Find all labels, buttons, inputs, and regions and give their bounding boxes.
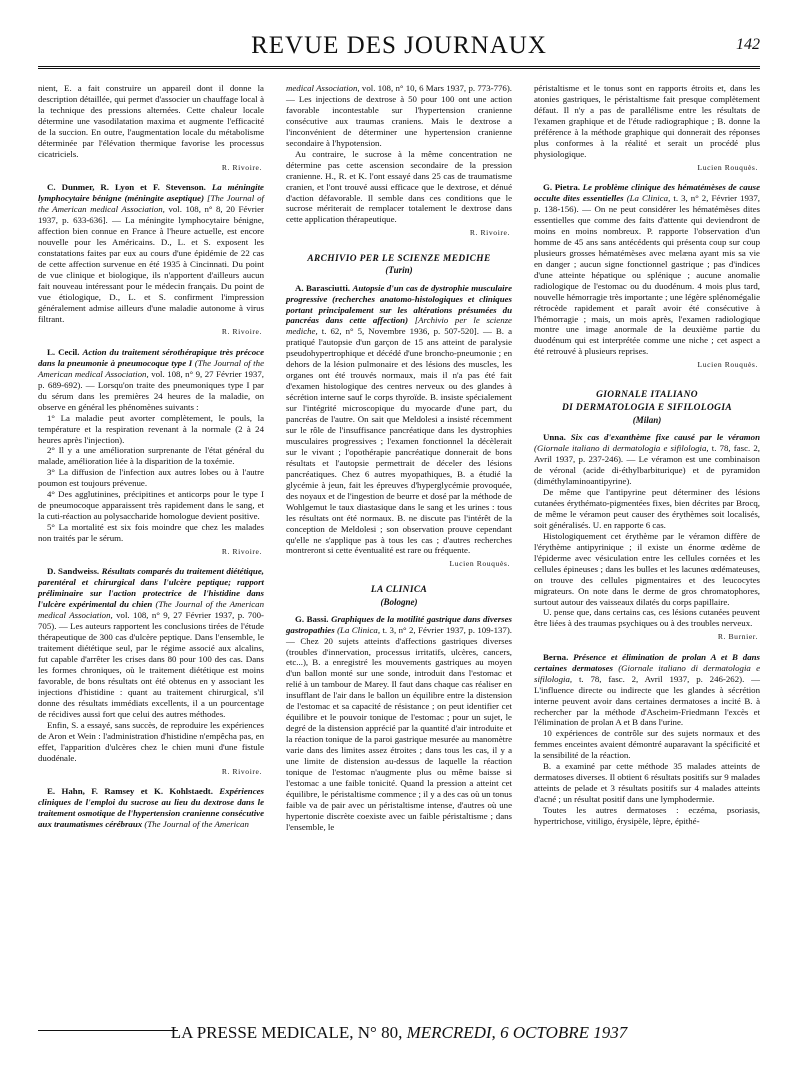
article-paragraph: U. pense que, dans certains cas, ces lésions cutanées peuvent être liées à des traumas psychiques ou à des troubles nerveux. (534, 607, 760, 629)
article-paragraph: 10 expériences de contrôle sur des sujets normaux et des femmes enceintes avaient démontré auparavant la spécificité et la sensibilité de la réaction. (534, 728, 760, 761)
article-entry (38, 347, 264, 557)
article-authors: E. Hahn, F. Ramsey et K. Kohlstaedt. (47, 786, 213, 796)
article-authors: D. Sandweiss. (47, 566, 100, 577)
article-reference: t. 3, n° 2, Février 1937, p. 138-156). (534, 193, 760, 214)
article-entry (38, 786, 264, 830)
article-title: Le problème clinique des hématémèses de cause occulte dites essentielles (534, 182, 760, 204)
article-journal: (La Clinica, (337, 624, 381, 635)
article-journal: (The Journal of the American medical Association, (38, 599, 264, 621)
signature: R. Rivoire. (469, 228, 510, 238)
article-body: — L'influence directe ou indirecte que les glandes à sécrétion interne peuvent avoir dans certaines dermatoses a incité B. à rechercher par la méthode d'Ascheim-Friedmann l'excès et l'élimination de prolan A et B dans l'urine. (534, 673, 760, 728)
article-entry (534, 432, 760, 642)
article-reference: t. 78, fasc. 2, Avril 1937, p. 246-262). (578, 673, 745, 684)
signature: R. Burnier. (717, 632, 758, 642)
continued-paragraph: péristaltisme et le tonus sont en rapports étroits et, dans les atonies gastriques, le péristaltisme fait presque complètement défaut. Il n'y a pas de parallélisme entre les résultats de l'examen graphique et de l'étude radiographique ; B. donne la préférence à la méthode graphique qui donnerait des réponses plus conformes à la réalité et serait un procédé plus physiologique. (534, 83, 760, 159)
article-journal: (The Journal of the American (144, 818, 249, 829)
article-title: Résultats comparés du traitement diététique, parentéral et chirurgical dans l'ulcère peptique; rapport préliminaire sur l'action protectrice de l'histidine dans l'ulcère expérimental du chien (38, 566, 264, 610)
article-body: — On ne peut considérer les hématémèses dites essentielles que comme des faits d'attente qui deviendront de moins en moins nombreux. P. rapporte l'observation d'un homme de 45 ans sans antécédents qui présenta coup sur coup plusieurs grosses hématémèses avec melæna ayant mis sa vie en danger ; aucun signe fonctionnel gastrique ; pas d'indices d'une atteinte hépatique ou splénique ; aucune anomalie radiologique de l'estomac ou du duodénum. 4 mois plus tard, nouvelle hémorragie très importante ; une légère splénomégalie rétrocède rapidement et paraît avoir été consécutive à l'hémorragie ; mais, un mois après, l'examen radiologique montre une image anormale de la deuxième partie du duodénum qui est interprétée comme une niche ; cet aspect a été retrouvé à plusieurs reprises. (534, 203, 760, 357)
article-title: Six cas d'exanthème fixe causé par le véramon (570, 432, 761, 443)
signature: Lucien Rouquès. (697, 162, 758, 172)
article-entry (534, 652, 760, 827)
section-heading: GIORNALE ITALIANO (596, 389, 698, 400)
article-entry (286, 614, 512, 833)
column-3 (534, 83, 760, 827)
list-item: 5° La mortalité est six fois moindre que chez les malades non traités par le sérum. (38, 522, 264, 544)
article-journal: (Giornale italiano di dermatologia e sifilologia, (534, 443, 709, 454)
list-item: 1° La maladie peut avorter complètement, le pouls, la température et la respiration revenant à la normale (2 à 24 heures après l'injection). (38, 412, 264, 445)
article-title: Autopsie d'un cas de dystrophie musculaire progressive (recherches anatomo-histologiques et cliniques portant principalement sur les altérations présumées du pancréas dans cette affection) (286, 282, 512, 326)
column-1 (38, 83, 264, 830)
journal-section-title: REVUE DES JOURNAUX (251, 32, 547, 59)
article-reference: t. 3, n° 2, Février 1937, p. 109-137). (382, 624, 512, 635)
article-authors: G. Pietra. (543, 182, 581, 193)
article-entry (38, 566, 264, 776)
article-body: — Lorsqu'on traite des pneumoniques type I par du sérum dans les premières 24 heures de la maladie, on observe en général les phénomènes suivants : (38, 379, 264, 412)
article-title: Expériences cliniques de l'emploi du sucrose au lieu du dextrose dans le traitement osmotique de l'hypertension cranienne consécutive aux traumatismes cérébraux (38, 786, 264, 829)
article-entry (534, 182, 760, 370)
article-title: Présence et élimination de prolan A et B dans certaines dermatoses (534, 651, 760, 673)
article-entry (286, 283, 512, 569)
signature: R. Rivoire. (221, 327, 262, 337)
article-authors: A. Barasciutti. (295, 282, 350, 293)
article-journal: medical Association, (286, 83, 360, 93)
article-reference: vol. 108, n° 9, 27 Février 1937, p. 700-705). (38, 610, 264, 632)
footer-journal: LA PRESSE MEDICALE, (170, 1023, 354, 1042)
section-heading-line2: DI DERMATOLOGIA E SIFILOLOGIA (561, 403, 733, 414)
signature: R. Rivoire. (221, 547, 262, 557)
article-title: La méningite lymphocytaire bénigne (méningite aseptique) (38, 182, 264, 204)
article-paragraph: Toutes les autres dermatoses : eczéma, psoriasis, hypertrichose, vitiligo, érysipèle, lèpre, épithé- (534, 805, 760, 827)
section-heading: ARCHIVIO PER LE SCIENZE MEDICHE (307, 253, 491, 264)
column-2 (286, 83, 512, 833)
continued-paragraph: nient, E. a fait construire un appareil dont il donne la description détaillée, qui permet d'associer un chauffage local à la technique des pressions alternées. Cette chaleur locale détermine une vasodilatation maxima et augmente l'efficacité de la succion. En outre, l'augmentation locale du métabolisme déterminée par l'élévation thermique favorise les processus cicatriciels. (38, 83, 264, 159)
article-authors: Unna. (543, 432, 566, 443)
article-body: — Le véramon est une combinaison de véronal (acide di-éthylbarbiturique) et de pyramidon (diméthylaminoantipyrine). (534, 454, 760, 487)
article-entry (38, 182, 264, 337)
article-title: Graphiques de la motilité gastrique dans diverses gastropathies (286, 613, 512, 635)
article-authors: G. Bassi. (295, 613, 329, 624)
signature: R. Rivoire. (221, 162, 262, 172)
section-city: (Milan) (632, 415, 662, 426)
article-journal: (Giornale italiano di dermatologia e sifilologia, (534, 662, 761, 684)
footer-issue: N° 80, (357, 1023, 403, 1042)
list-item: 4° Des agglutinines, précipitines et anticorps pour le type I de pneumocoque apparaissent très rapidement dans le sang, et la cuti-réaction au polysaccharide homologue devient positive. (38, 489, 264, 522)
article-body: — Chez 20 sujets atteints d'affections gastriques diverses (troubles d'innervation, processus irritatifs, ulcères, cancers, etc...), B. a enregistré les mouvements gastriques au moyen d'un ballon monté sur une sonde, introduit dans l'estomac et relié à un tambour de Marey. Il faut dans chaque cas réaliser en insufflant de l'air dans le ballon un équilibre entre la distension de l'estomac et sa capacité de résistance ; on peut identifier cet équilibre et le pouvoir tonique de l'estomac ; pour un sujet, le degré de la distension apprécié par la quantité d'air introduite et la réaction tonique de la paroi gastrique mesurée au manomètre varie dans des limites assez étroites ; dans tous les cas, il y a une limite de distension au-dessus de laquelle la réaction tonique de l'estomac n'augmente plus ou même baisse si l'estomac a une faible tonicité. Quand la pression a atteint cet équilibre, le péristaltisme commence ; il y a des cas où un tonus faible va de pair avec un péristaltisme intense, d'autres où une hypertonie discrète coexiste avec un faible péristaltisme ; dans l'ensemble, le (286, 635, 512, 832)
page-footer (38, 1023, 760, 1043)
article-authors: C. Dunmer, R. Lyon et F. Stevenson. (47, 182, 206, 193)
footer-date: 6 OCTOBRE (500, 1023, 590, 1042)
article-journal: (La Clinica, (626, 193, 671, 204)
page-header (38, 28, 760, 62)
footer-day: MERCREDI, (406, 1023, 496, 1042)
article-body: — B. a pratiqué l'autopsie d'un garçon de 15 ans atteint de paralysie pseudohypertrophique et décédé d'une broncho-pneumonie ; en dehors de la lésion pulmonaire et des lésions des muscles, les organes ont été trouvés normaux, mais il n'a pas été fait d'examen histologique des centres nerveux ou des glandes à sécrétion interne sauf le corps thyroïde. B. insiste spécialement sur l'intégrité microscopique du myocarde d'une part, du pancréas de l'autre. On sait que Meldolesi a insisté récemment sur le rôle de l'insuffisance pancréatique dans les dystrophies musculaires progressives ; l'examen fonctionnel la décèlerait sur le vivant ; l'opothérapie pancréatique donnerait de bons résultats et l'autopsie permettrait de déceler des lésions pancréatiques. Chez 6 autres myopathiques, B. a étudié la glycémie à jeun, fait les épreuves d'hyperglycémie provoquée, des noyaux et de l'ingestion de beurre et dosé par la méthode de Wohlgemut le taux diastasique dans le sang et les urines : tous les résultats ont été normaux. B. ne discute pas l'intérêt de la conception de Meldolesi ; son observation prouve cependant qu'elle ne s'applique pas à tous les cas ; d'autres recherches montreront si cette éventualité est rare ou fréquente. (286, 326, 512, 556)
section-city: (Bologne) (380, 596, 418, 607)
article-title: Action du traitement sérothérapique très précoce dans la pneumonie à pneumocoque type I (38, 346, 264, 368)
article-journal: (The Journal of the American medical Association, (38, 357, 264, 379)
list-item: 2° Il y a une amélioration surprenante de l'état général du malade, amélioration liée à la disparition de la toxémie. (38, 445, 264, 467)
section-heading: LA CLINICA (370, 584, 428, 595)
article-paragraph: De même que l'antipyrine peut déterminer des lésions cutanées érythémato-pigmentées fixes, bien décrites par Brocq, de même le véramon peut causer des érythèmes soit localisés, soit généralisés. U. en rapporte 6 cas. (534, 486, 760, 530)
signature: R. Rivoire. (221, 766, 262, 776)
article-reference: t. 62, n° 5, Novembre 1936, p. 507-520]. (321, 326, 479, 337)
article-body: — La méningite lymphocytaire bénigne, affection bien connue en France à l'heure actuelle, est encore nouvelle pour les Américains. D., L. et S. exposent les constatations faites par eux au cours d'une épidémie de 22 cas de cette affection survenue en été 1935 à Cincinnati. Du point de vue clinique et biologique, ils n'apportent d'ailleurs aucun fait nouveau intéressant pour le médecin français. Du point de vue étiologique, D., L. et S. confirment l'impression généralement admise ailleurs d'une maladie autonome à virus filtrant. (38, 214, 264, 324)
article-paragraph: Histologiquement cet érythème par le véramon diffère de l'érythème antipyrinique ; il existe un énorme œdème de l'épiderme avec vésiculation entre les cellules cornées et les cellules épineuses ; dans les bulles et les lacunes œdémateuses, on trouve des cellules pigmentaires et des leucocytes migrateurs. On note dans le derme de gros chromatophores, surtout autour des vaisseaux dilatés du corps papillaire. (534, 530, 760, 607)
article-journal: [Archivio per le scienze mediche, (286, 315, 512, 337)
article-reference: t. 78, fasc. 2, Avril 1937, p. 237-246). (534, 443, 760, 465)
list-item: 3° La diffusion de l'infection aux autres lobes ou à l'autre poumon est toujours prévenue. (38, 467, 264, 489)
article-reference: vol. 108, n° 8, 20 Février 1937, p. 633-636]. (38, 203, 264, 225)
article-reference: vol. 108, n° 9, 27 Février 1937, p. 689-692). (38, 368, 264, 390)
signature: Lucien Rouquès. (449, 559, 510, 569)
article-body: — Les injections de dextrose à 50 pour 100 ont une action favorable incontestable sur l'hypertension cranienne consécutive aux traumas craniens. Mais le dextrose a l'inconvénient de déterminer une hypertension cranienne secondaire à l'hypotension. (286, 93, 512, 148)
page-number: 142 (736, 36, 760, 53)
article-authors: L. Cecil. (47, 346, 80, 357)
article-reference: vol. 108, n° 10, 6 Mars 1937, p. 773-776). (361, 83, 512, 93)
header-rule (38, 66, 760, 71)
article-paragraph: B. a examiné par cette méthode 35 malades atteints de dermatoses diverses. Il obtient 6 résultats positifs sur 9 malades atteints de pelade et 3 résultats positifs sur 4 malades atteints d'acné ; un résultat positif dans une lymphodermie. (534, 761, 760, 805)
article-authors: Berna. (543, 651, 569, 662)
article-paragraph: Au contraire, le sucrose à la même concentration ne détermine pas cette ascension secondaire de la pression cranienne. H., R. et K. l'ont essayé dans 25 cas de traumatisme cranien, et l'ont trouvé aussi efficace que le dextrose, et dénué d'action défavorable. Il semble dans ces conditions que le sucrose mériterait de remplacer totalement le dextrose dans cette application thérapeutique. (286, 148, 512, 225)
section-city: (Turin) (385, 265, 413, 276)
article-paragraph: Enfin, S. a essayé, sans succès, de reproduire les expériences de Aron et Wein : l'administration d'histidine n'empêcha pas, en effet, l'apparition d'ulcères chez le chien muni d'une fistule duodénale. (38, 719, 264, 763)
article-journal: [The Journal of the American medical Association, (38, 193, 264, 214)
signature: Lucien Rouquès. (697, 360, 758, 370)
footer-year: 1937 (593, 1023, 628, 1042)
article-body: — Les auteurs rapportent les conclusions tirées de l'étude thérapeutique de 300 cas d'ulcère peptique. Dans l'ensemble, le traitement diététique seul, par le régime associé aux alcalins, fut capable d'arrêter les crises dans 80 pour 100 des cas. Dans les formes chroniques, où le traitement diététique est moins favorable, de bons résultats ont été obtenus en y associant les injections d'histidine : quant au traitement chirurgical, s'il donne des résultats immédiats excellents, il a un pourcentage de récidives aussi fort que celui des autres méthodes. (38, 621, 264, 719)
